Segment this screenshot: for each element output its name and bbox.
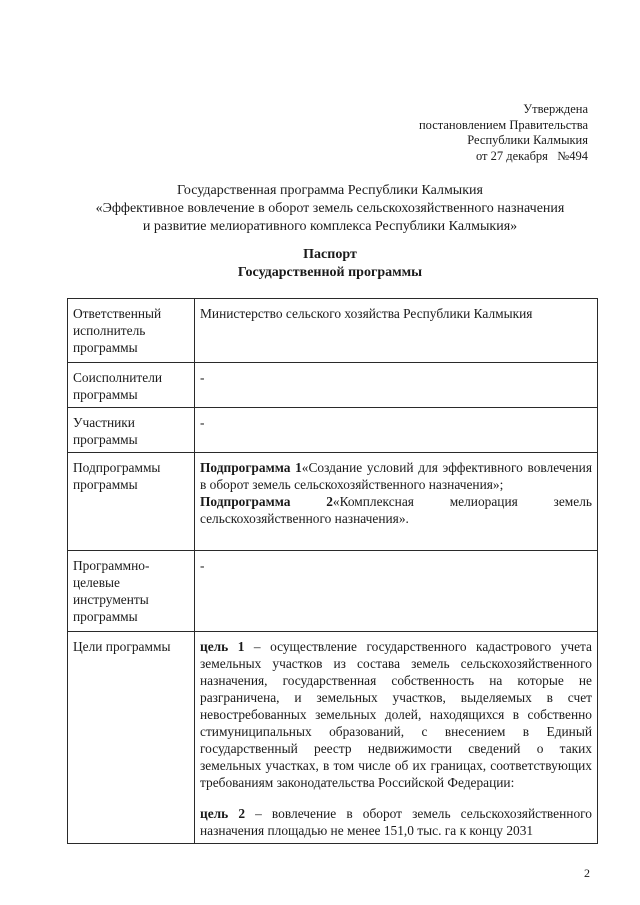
goal-2-title: цель 2 bbox=[200, 806, 246, 821]
subprogram-2 bbox=[200, 493, 592, 527]
approval-block bbox=[419, 102, 588, 164]
goal-1-title: цель 1 bbox=[200, 639, 245, 654]
program-title bbox=[60, 182, 600, 236]
approval-line: Утверждена bbox=[523, 102, 588, 116]
row-value: - bbox=[195, 551, 598, 632]
program-title-line: и развитие мелиоративного комплекса Республики Калмыкия» bbox=[142, 219, 518, 234]
subprogram-1-text: «Создание условий для эффективного вовлечения в оборот земель сельскохозяйственного назначения»; bbox=[200, 460, 592, 492]
passport-title: Паспорт bbox=[303, 247, 357, 262]
page-number: 2 bbox=[584, 866, 590, 880]
passport-table bbox=[67, 298, 598, 844]
program-title-line: «Эффективное вовлечение в оборот земель сельскохозяйственного назначения bbox=[95, 201, 565, 216]
table-row bbox=[68, 299, 598, 363]
row-value bbox=[195, 632, 598, 844]
program-title-line: Государственная программа Республики Калмыкия bbox=[177, 183, 483, 198]
table-row bbox=[68, 453, 598, 551]
table-row bbox=[68, 363, 598, 408]
approval-line: постановлением Правительства bbox=[418, 117, 588, 132]
row-label: Ответственный исполнитель программы bbox=[68, 299, 195, 363]
passport-heading bbox=[60, 246, 600, 282]
row-label: Программно-целевые инструменты программы bbox=[68, 551, 195, 632]
goal-2-text: – вовлечение в оборот земель сельскохозяйственного назначения площадью не менее 151,0 тыс. га к концу 2031 bbox=[200, 806, 592, 838]
row-value: - bbox=[195, 363, 598, 408]
goal-1-text: – осуществление государственного кадастрового учета земельных участков из состава земель сельскохозяйственного назначения, государственная собственность на которые не разграничена, и земельных участков, выделяемых в счет невостребованных земельных долей, находящихся в собственно стимуниципальных образований, с внесением в Единый государственный реестр недвижимости сведений о таких земельных участках, в том числе об их границах, соответствующих требованиям законодательства Российской Федерации: bbox=[200, 639, 592, 790]
approval-line: от 27 декабря №494 bbox=[475, 148, 588, 163]
row-label: Цели программы bbox=[68, 632, 195, 844]
subprogram-1-title: Подпрограмма 1 bbox=[200, 460, 302, 475]
subprogram-2-title: Подпрограмма 2 bbox=[200, 494, 333, 509]
table-row bbox=[68, 632, 598, 844]
table-row bbox=[68, 551, 598, 632]
subprogram-2-text: «Комплексная мелиорация земель сельскохозяйственного назначения». bbox=[200, 494, 592, 526]
goal-2 bbox=[200, 805, 592, 839]
row-label: Соисполнители программы bbox=[68, 363, 195, 408]
row-value bbox=[195, 453, 598, 551]
approval-line: Республики Калмыкия bbox=[467, 133, 588, 147]
row-label: Подпрограммы программы bbox=[68, 453, 195, 551]
row-label: Участники программы bbox=[68, 408, 195, 453]
table-row bbox=[68, 408, 598, 453]
goal-1 bbox=[200, 638, 592, 791]
subprogram-1 bbox=[200, 459, 592, 493]
passport-subtitle: Государственной программы bbox=[237, 265, 423, 280]
row-value: - bbox=[195, 408, 598, 453]
row-value: Министерство сельского хозяйства Республики Калмыкия bbox=[195, 299, 598, 363]
